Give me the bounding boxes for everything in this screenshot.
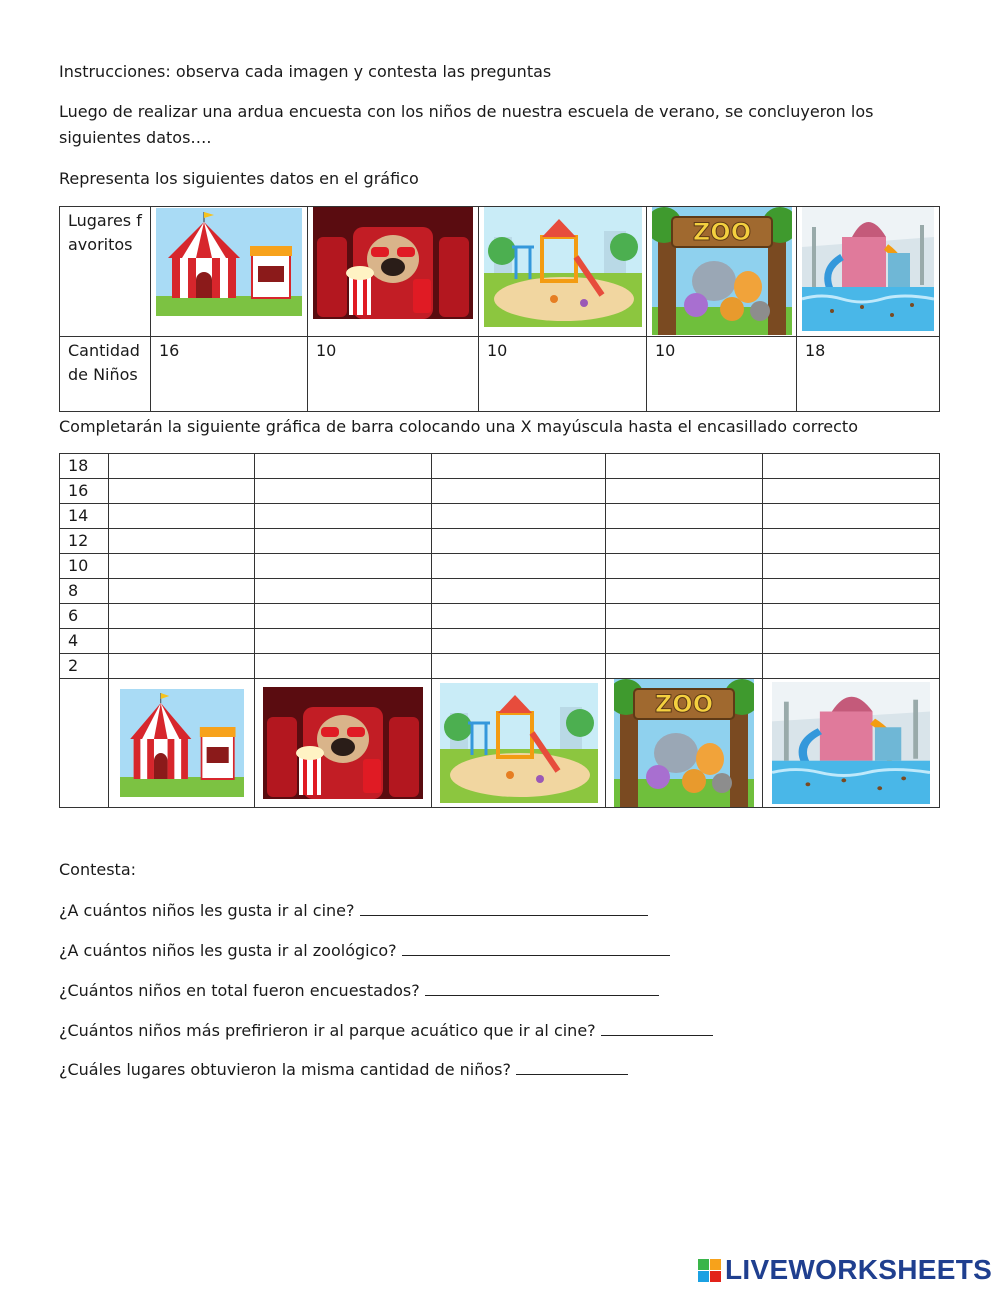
grid-row [60, 604, 940, 629]
zoo-image-cell [647, 207, 797, 337]
grid-cell[interactable] [109, 454, 255, 479]
question-2-text: ¿A cuántos niños les gusta ir al zoológico? [59, 941, 397, 960]
question-1 [59, 897, 648, 924]
question-3 [59, 977, 659, 1004]
grid-img-circus [109, 679, 255, 808]
circus-image-cell [151, 207, 308, 337]
grid-row [60, 479, 940, 504]
grid-cell[interactable] [606, 479, 763, 504]
grid-cell[interactable] [432, 654, 606, 679]
waterpark-image [802, 207, 934, 331]
grid-cell[interactable] [255, 654, 432, 679]
count-label: Cantidad de Niños [60, 337, 151, 412]
grid-row [60, 504, 940, 529]
answer-2-blank[interactable] [402, 937, 670, 956]
grid-cell[interactable] [109, 604, 255, 629]
grid-row [60, 579, 940, 604]
answer-heading: Contesta: [59, 860, 137, 879]
grid-cell[interactable] [109, 579, 255, 604]
grid-cell[interactable] [432, 579, 606, 604]
grid-cell[interactable] [606, 579, 763, 604]
cinema-image-cell [308, 207, 479, 337]
grid-img-cinema [255, 679, 432, 808]
represent-text: Representa los siguientes datos en el gráfico [59, 169, 419, 188]
grid-y-label: 6 [60, 604, 109, 629]
question-5 [59, 1056, 628, 1083]
grid-cell[interactable] [763, 604, 940, 629]
grid-y-label: 14 [60, 504, 109, 529]
grid-y-label: 16 [60, 479, 109, 504]
intro-text: Luego de realizar una ardua encuesta con los niños de nuestra escuela de verano, se concluyeron los siguientes datos…. [59, 102, 874, 147]
grid-cell[interactable] [255, 504, 432, 529]
grid-cell[interactable] [255, 454, 432, 479]
grid-y-label: 18 [60, 454, 109, 479]
places-label: Lugares favoritos [60, 207, 151, 337]
question-2 [59, 937, 670, 964]
grid-cell[interactable] [606, 604, 763, 629]
grid-cell[interactable] [255, 554, 432, 579]
grid-corner [60, 679, 109, 808]
grid-cell[interactable] [606, 629, 763, 654]
grid-row [60, 654, 940, 679]
count-playground: 10 [479, 337, 647, 412]
waterpark-image-cell [797, 207, 940, 337]
grid-img-zoo [606, 679, 763, 808]
data-table [59, 206, 940, 412]
count-cinema: 10 [308, 337, 479, 412]
grid-cell[interactable] [606, 654, 763, 679]
grid-row [60, 529, 940, 554]
grid-cell[interactable] [432, 504, 606, 529]
grid-cell[interactable] [763, 579, 940, 604]
count-waterpark: 18 [797, 337, 940, 412]
bar-grid [59, 453, 940, 808]
grid-cell[interactable] [109, 479, 255, 504]
grid-img-waterpark [763, 679, 940, 808]
grid-cell[interactable] [606, 504, 763, 529]
grid-cell[interactable] [606, 529, 763, 554]
grid-cell[interactable] [432, 529, 606, 554]
grid-cell[interactable] [109, 654, 255, 679]
grid-cell[interactable] [606, 454, 763, 479]
question-1-text: ¿A cuántos niños les gusta ir al cine? [59, 901, 355, 920]
cinema-image [263, 687, 423, 799]
grid-y-label: 2 [60, 654, 109, 679]
grid-cell[interactable] [763, 529, 940, 554]
grid-img-playground [432, 679, 606, 808]
grid-cell[interactable] [255, 604, 432, 629]
instructions-text: Instrucciones: observa cada imagen y contesta las preguntas [59, 62, 552, 81]
grid-row [60, 629, 940, 654]
svg-text:ZOO: ZOO [654, 690, 714, 718]
answer-1-blank[interactable] [360, 897, 648, 916]
grid-cell[interactable] [255, 529, 432, 554]
grid-cell[interactable] [255, 479, 432, 504]
grid-cell[interactable] [763, 454, 940, 479]
zoo-image [614, 679, 754, 807]
circus-image [156, 208, 302, 316]
grid-cell[interactable] [109, 504, 255, 529]
question-3-text: ¿Cuántos niños en total fueron encuestados? [59, 981, 420, 1000]
grid-cell[interactable] [255, 579, 432, 604]
question-4 [59, 1017, 713, 1044]
answer-5-blank[interactable] [516, 1056, 628, 1075]
grid-cell[interactable] [432, 604, 606, 629]
zoo-image [652, 207, 792, 335]
logo-text: LIVEWORKSHEETS [725, 1254, 993, 1285]
liveworksheets-logo [698, 1254, 992, 1286]
cinema-image [313, 207, 473, 319]
grid-cell[interactable] [763, 504, 940, 529]
playground-image [440, 683, 598, 803]
grid-cell[interactable] [432, 629, 606, 654]
logo-mark-icon [698, 1259, 721, 1282]
answer-3-blank[interactable] [425, 977, 659, 996]
grid-y-label: 4 [60, 629, 109, 654]
playground-image-cell [479, 207, 647, 337]
count-circus: 16 [151, 337, 308, 412]
answer-4-blank[interactable] [601, 1017, 713, 1036]
waterpark-image [772, 682, 930, 804]
playground-image [484, 207, 642, 327]
grid-cell[interactable] [432, 479, 606, 504]
grid-row [60, 454, 940, 479]
question-4-text: ¿Cuántos niños más prefirieron ir al parque acuático que ir al cine? [59, 1021, 596, 1040]
grid-cell[interactable] [606, 554, 763, 579]
grid-cell[interactable] [109, 554, 255, 579]
grid-cell[interactable] [109, 629, 255, 654]
grid-y-label: 10 [60, 554, 109, 579]
grid-cell[interactable] [763, 629, 940, 654]
grid-cell[interactable] [763, 479, 940, 504]
grid-cell[interactable] [763, 654, 940, 679]
circus-image [120, 689, 244, 797]
grid-cell[interactable] [255, 629, 432, 654]
count-zoo: 10 [647, 337, 797, 412]
grid-cell[interactable] [432, 454, 606, 479]
grid-cell[interactable] [763, 554, 940, 579]
svg-text:ZOO: ZOO [692, 218, 751, 246]
grid-cell[interactable] [109, 529, 255, 554]
question-5-text: ¿Cuáles lugares obtuvieron la misma cantidad de niños? [59, 1060, 511, 1079]
grid-y-label: 12 [60, 529, 109, 554]
grid-y-label: 8 [60, 579, 109, 604]
complete-text: Completarán la siguiente gráfica de barra colocando una X mayúscula hasta el encasillado correcto [59, 417, 858, 436]
grid-cell[interactable] [432, 554, 606, 579]
grid-row [60, 554, 940, 579]
